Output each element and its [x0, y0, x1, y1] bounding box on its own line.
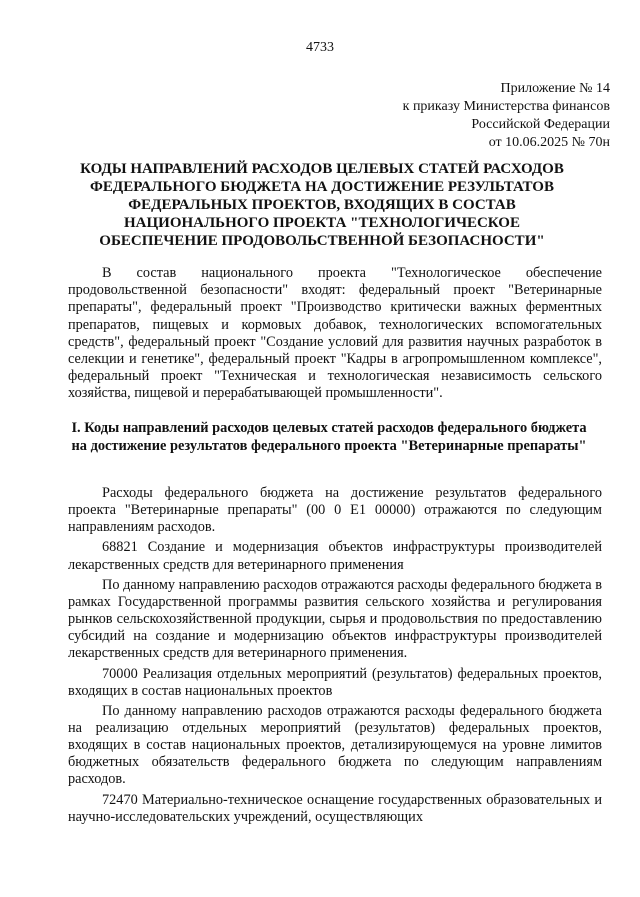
paragraph-code-68821: 68821 Создание и модернизация объектов инфраструктуры производителей лекарственных средств для ветеринарного применения — [68, 539, 602, 573]
paragraph-code-72470: 72470 Материально-техническое оснащение государственных образовательных и научно-исследовательских учреждений, осуществляющих — [68, 791, 602, 825]
intro-paragraph — [68, 265, 602, 403]
section-body — [68, 485, 602, 826]
appendix-block — [370, 80, 610, 152]
appendix-country: Российской Федерации — [471, 117, 610, 132]
page-number: 4733 — [306, 40, 334, 55]
appendix-number: Приложение № 14 — [500, 81, 610, 96]
paragraph-code-70000: 70000 Реализация отдельных мероприятий (результатов) федеральных проектов, входящих в состав национальных проектов — [68, 665, 602, 699]
paragraph-expenses-intro: Расходы федерального бюджета на достижение результатов федерального проекта "Ветеринарные препараты" (00 0 Е1 00000) отражаются по следующим направлениям расходов. — [68, 485, 602, 536]
appendix-date: от 10.06.2025 № 70н — [488, 135, 610, 150]
intro-text: В состав национального проекта "Технологическое обеспечение продовольственной безопасности" входят: федеральный проект "Ветеринарные препараты", федеральный проект "Производство критически важных ферментных препаратов, пищевых и кормовых добавок, технологических вспомогательных средств", федеральный проект "Создание условий для развития научных разработок в селекции и генетике", федеральный проект "Кадры в агропромышленном комплексе", федеральный проект "Техническая и технологическая независимость сельского хозяйства, пищевой и перерабатывающей промышленности". — [68, 265, 602, 402]
appendix-order-ref: к приказу Министерства финансов — [402, 99, 610, 114]
paragraph-70000-description: По данному направлению расходов отражаются расходы федерального бюджета на реализацию отдельных мероприятий (результатов) федеральных проектов, входящих в состав национальных проектов, детализирующемуся на уровне лимитов бюджетных обязательств федерального бюджета по следующим направлениям расходов. — [68, 702, 602, 788]
paragraph-68821-description: По данному направлению расходов отражаются расходы федерального бюджета в рамках Государственной программы развития сельского хозяйства и регулирования рынков сельскохозяйственной продукции, сырья и продовольствия по предоставлению субсидий на создание и модернизацию объектов инфраструктуры производителей лекарственных средств для ветеринарного применения. — [68, 576, 602, 662]
document-title: КОДЫ НАПРАВЛЕНИЙ РАСХОДОВ ЦЕЛЕВЫХ СТАТЕЙ РАСХОДОВ ФЕДЕРАЛЬНОГО БЮДЖЕТА НА ДОСТИЖЕНИЕ РЕЗУЛЬТАТОВ ФЕДЕРАЛЬНЫХ ПРОЕКТОВ, ВХОДЯЩИХ В СОСТАВ НАЦИОНАЛЬНОГО ПРОЕКТА "ТЕХНОЛОГИЧЕСКОЕ ОБЕСПЕЧЕНИЕ ПРОДОВОЛЬСТВЕННОЙ БЕЗОПАСНОСТИ" — [80, 161, 564, 249]
section-title: I. Коды направлений расходов целевых статей расходов федерального бюджета на достижение результатов федерального проекта "Ветеринарные препараты" — [71, 420, 587, 454]
